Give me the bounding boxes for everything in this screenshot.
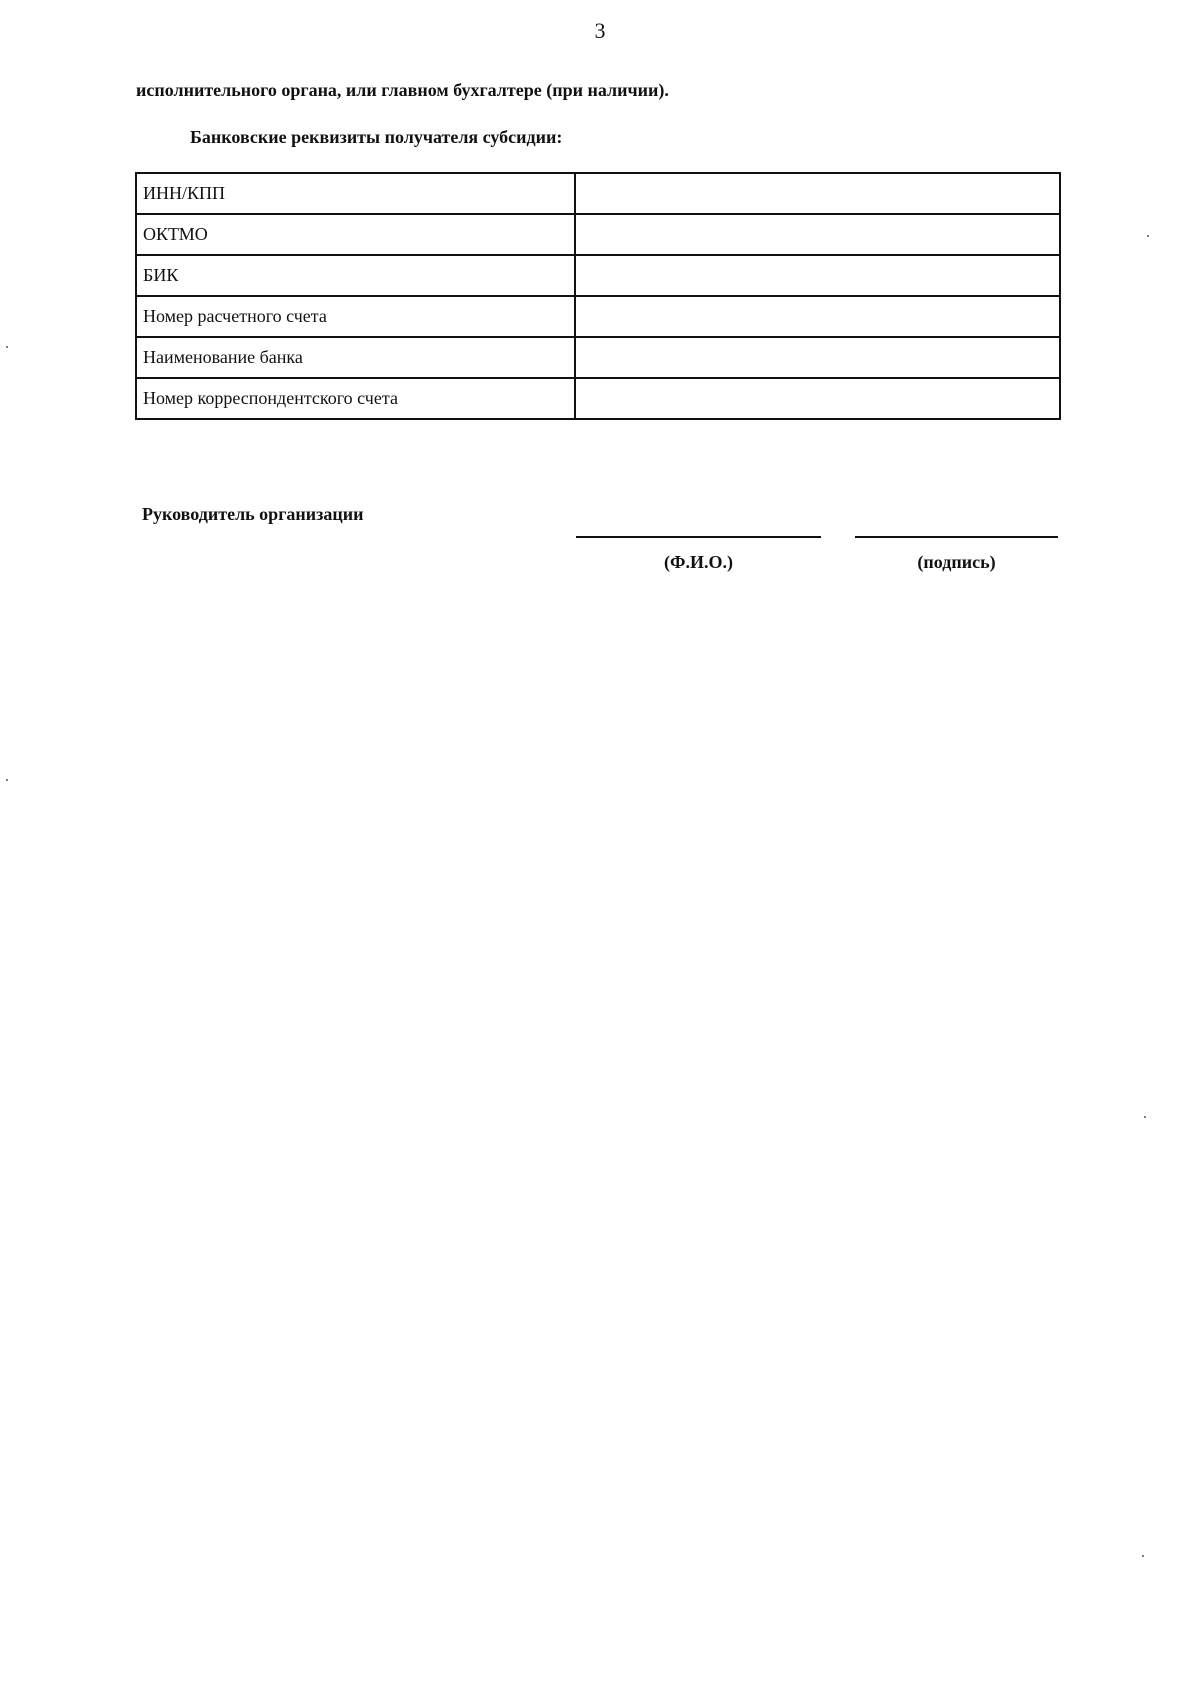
row-label-bik: БИК xyxy=(136,255,575,296)
continuation-text: исполнительного органа, или главном бухгалтере (при наличии). xyxy=(136,80,669,100)
scan-speck xyxy=(1144,1116,1146,1118)
row-value-bik[interactable] xyxy=(575,255,1060,296)
bank-details-table xyxy=(135,172,1061,420)
organization-head-label: Руководитель организации xyxy=(142,504,364,524)
scan-speck xyxy=(6,346,8,348)
row-value-oktmo[interactable] xyxy=(575,214,1060,255)
signature-caption: (подпись) xyxy=(917,552,996,572)
page-number: 3 xyxy=(594,18,606,43)
row-value-account-number[interactable] xyxy=(575,296,1060,337)
fio-caption: (Ф.И.О.) xyxy=(664,552,733,572)
fio-line[interactable] xyxy=(576,536,821,538)
row-value-correspondent-account[interactable] xyxy=(575,378,1060,419)
row-value-bank-name[interactable] xyxy=(575,337,1060,378)
table-row xyxy=(136,378,1060,419)
table-row xyxy=(136,296,1060,337)
table-row xyxy=(136,337,1060,378)
row-value-inn-kpp[interactable] xyxy=(575,173,1060,214)
scan-speck xyxy=(1142,1555,1144,1557)
row-label-inn-kpp: ИНН/КПП xyxy=(136,173,575,214)
table-row xyxy=(136,255,1060,296)
row-label-bank-name: Наименование банка xyxy=(136,337,575,378)
table-row xyxy=(136,214,1060,255)
row-label-oktmo: ОКТМО xyxy=(136,214,575,255)
row-label-account-number: Номер расчетного счета xyxy=(136,296,575,337)
scan-speck xyxy=(1147,235,1149,237)
row-label-correspondent-account: Номер корреспондентского счета xyxy=(136,378,575,419)
scan-speck xyxy=(6,779,8,781)
table-row xyxy=(136,173,1060,214)
bank-details-heading: Банковские реквизиты получателя субсидии: xyxy=(190,127,563,147)
signature-line[interactable] xyxy=(855,536,1058,538)
